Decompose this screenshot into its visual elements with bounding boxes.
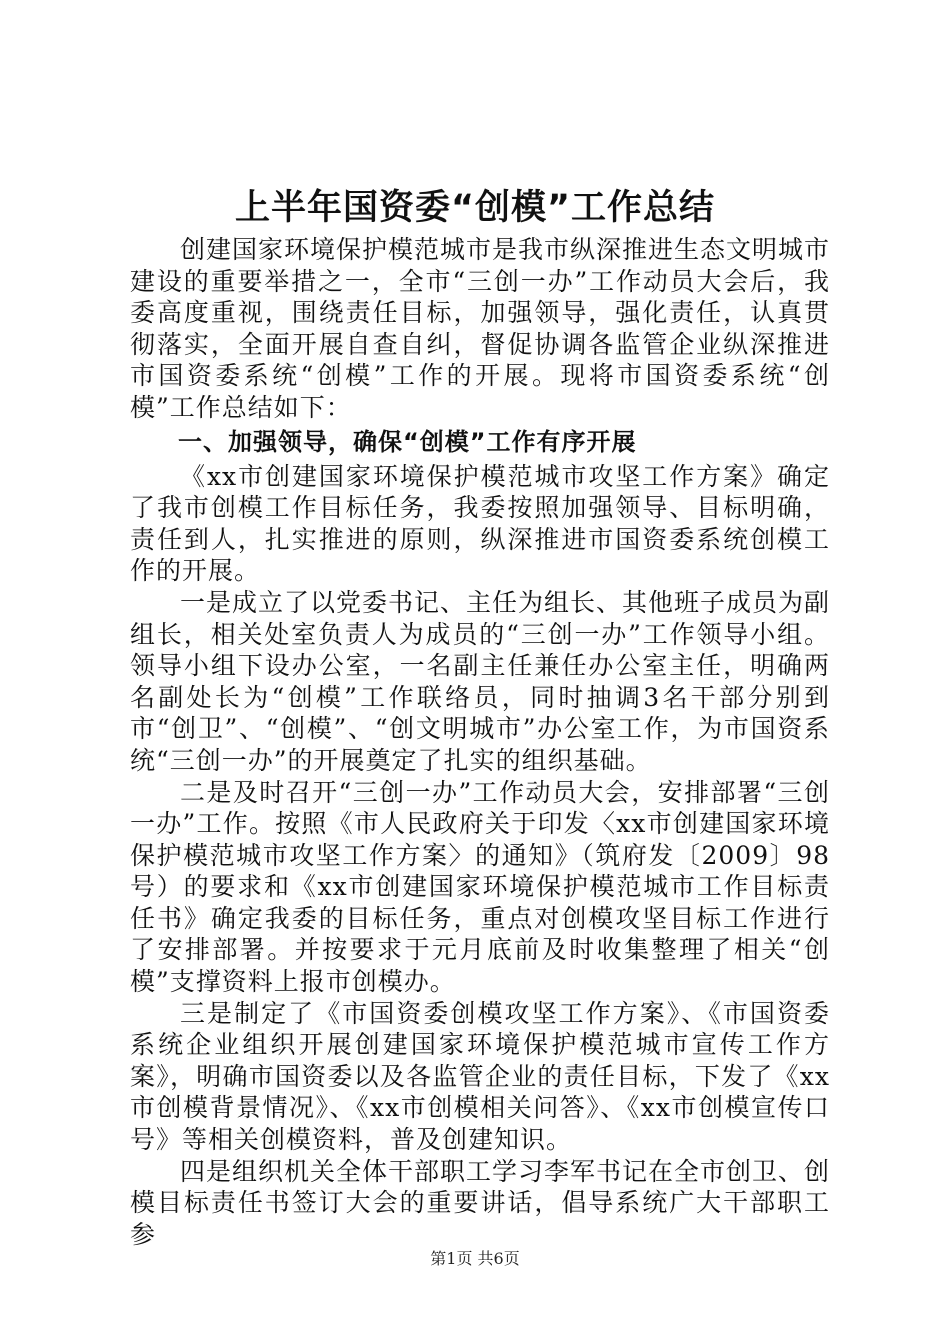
section-paragraph: 三是制定了《市国资委创模攻坚工作方案》、《市国资委系统企业组织开展创建国家环境保护模范城市宣传工作方案》，明确市国资委以及各监管企业的责任目标，下发了《xx市创模背景情况》、《xx市创模相关问答》、《xx市创模宣传口号》等相关创模资料，普及创建知识。 <box>130 998 830 1155</box>
document-title: 上半年国资委“创模”工作总结 <box>234 188 715 228</box>
section-paragraph: 《xx市创建国家环境保护模范城市攻坚工作方案》确定了我市创模工作目标任务，我委按照加强领导、目标明确，责任到人，扎实推进的原则，纵深推进市国资委系统创模工作的开展。 <box>130 461 830 586</box>
section-paragraph: 二是及时召开“三创一办”工作动员大会，安排部署“三创一办”工作。按照《市人民政府关于印发〈xx市创建国家环境保护模范城市攻坚工作方案〉的通知》（筑府发〔2009〕98号）的要求和《xx市创建国家环境保护模范城市工作目标责任书》确定我委的目标任务，重点对创模攻坚目标工作进行了安排部署。并按要求于元月底前及时收集整理了相关“创模”支撑资料上报市创模办。 <box>130 777 830 997</box>
section-heading: 一、加强领导，确保“创模”工作有序开展 <box>178 427 637 456</box>
document-body <box>130 234 830 1250</box>
intro-paragraph: 创建国家环境保护模范城市是我市纵深推进生态文明城市建设的重要举措之一，全市“三创一办”工作动员大会后，我委高度重视，围绕责任目标，加强领导，强化责任，认真贯彻落实，全面开展自查自纠，督促协调各监管企业纵深推进市国资委系统“创模”工作的开展。现将市国资委系统“创模”工作总结如下： <box>130 235 831 422</box>
section-paragraph: 四是组织机关全体干部职工学习李军书记在全市创卫、创模目标责任书签订大会的重要讲话，倡导系统广大干部职工参 <box>130 1156 831 1249</box>
page-footer: 第1页 共6页 <box>430 1249 520 1268</box>
section-paragraph: 一是成立了以党委书记、主任为组长、其他班子成员为副组长，相关处室负责人为成员的“三创一办”工作领导小组。领导小组下设办公室，一名副主任兼任办公室主任，明确两名副处长为“创模”工作联络员，同时抽调3名干部分别到市“创卫”、“创模”、“创文明城市”办公室工作，为市国资系统“三创一办”的开展奠定了扎实的组织基础。 <box>130 587 831 775</box>
